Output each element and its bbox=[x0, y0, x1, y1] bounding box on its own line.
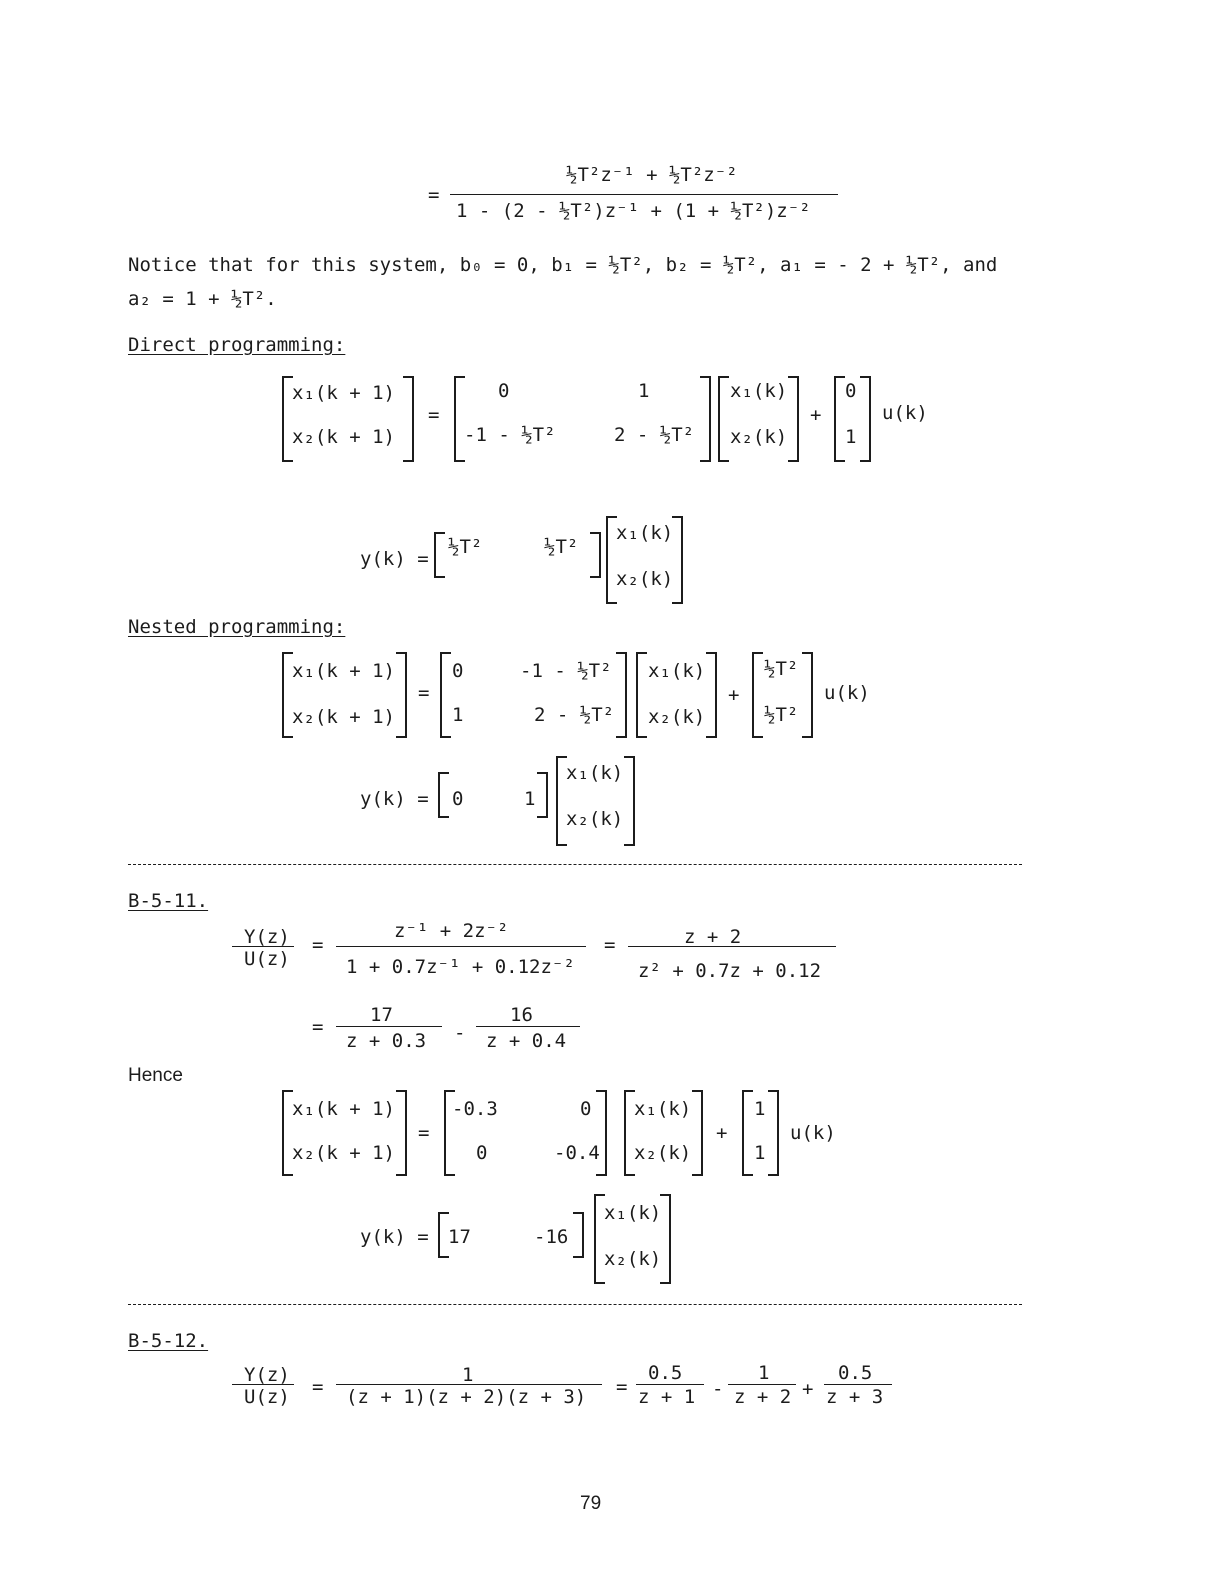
plus-sign: + bbox=[802, 1378, 814, 1400]
equals-sign: = bbox=[312, 1376, 324, 1398]
fraction-bar bbox=[232, 1384, 294, 1385]
matrix-cell: x₁(k) bbox=[604, 1202, 662, 1224]
plus-sign: + bbox=[716, 1122, 728, 1144]
hence-label: Hence bbox=[128, 1065, 183, 1086]
top-equals: = bbox=[428, 184, 440, 206]
matrix-cell: -0.3 bbox=[452, 1098, 498, 1120]
fraction-denominator: (z + 1)(z + 2)(z + 3) bbox=[346, 1386, 587, 1408]
matrix-cell: -1 - ½T² bbox=[520, 660, 612, 682]
matrix-cell: 0 bbox=[845, 380, 857, 402]
section-separator bbox=[128, 1304, 1022, 1305]
top-fraction-bar bbox=[450, 194, 838, 195]
fraction-denominator: z + 0.4 bbox=[486, 1030, 567, 1052]
page-number: 79 bbox=[580, 1493, 602, 1514]
lhs-numerator: Y(z) bbox=[244, 926, 290, 948]
matrix-cell: x₁(k) bbox=[616, 522, 674, 544]
matrix-cell: -1 - ½T² bbox=[464, 424, 556, 446]
equals-sign: = bbox=[428, 404, 440, 426]
fraction-numerator: z⁻¹ + 2z⁻² bbox=[394, 920, 509, 942]
plus-sign: + bbox=[810, 404, 822, 426]
minus-sign: - bbox=[454, 1022, 466, 1044]
matrix-cell: 1 bbox=[754, 1098, 766, 1120]
matrix-cell: ½T² bbox=[764, 658, 799, 680]
notice-line-1: Notice that for this system, b₀ = 0, b₁ = ½T², b₂ = ½T², a₁ = - 2 + ½T², and bbox=[128, 254, 998, 276]
matrix-cell: x₂(k) bbox=[730, 426, 788, 448]
top-fraction-denominator: 1 - (2 - ½T²)z⁻¹ + (1 + ½T²)z⁻² bbox=[456, 200, 811, 222]
output-lhs: y(k) = bbox=[360, 1226, 429, 1248]
matrix-cell: 1 bbox=[845, 426, 857, 448]
equals-sign: = bbox=[312, 1016, 324, 1038]
matrix-cell: x₁(k + 1) bbox=[292, 382, 395, 404]
matrix-cell: 0 bbox=[452, 660, 464, 682]
input-term: u(k) bbox=[882, 402, 928, 424]
problem-label-b-5-12: B-5-12. bbox=[128, 1330, 209, 1352]
equals-sign: = bbox=[616, 1376, 628, 1398]
fraction-bar bbox=[232, 946, 294, 947]
matrix-cell: x₂(k) bbox=[648, 706, 706, 728]
matrix-cell: ½T² bbox=[448, 536, 483, 558]
matrix-cell: x₂(k + 1) bbox=[292, 426, 395, 448]
fraction-bar bbox=[336, 946, 586, 947]
fraction-bar bbox=[476, 1026, 580, 1027]
matrix-cell: x₁(k) bbox=[648, 660, 706, 682]
fraction-numerator: 17 bbox=[370, 1004, 393, 1026]
matrix-cell: 1 bbox=[638, 380, 650, 402]
matrix-cell: 2 - ½T² bbox=[614, 424, 695, 446]
matrix-cell: x₂(k) bbox=[566, 808, 624, 830]
matrix-cell: x₁(k) bbox=[634, 1098, 692, 1120]
input-term: u(k) bbox=[824, 682, 870, 704]
fraction-numerator: 0.5 bbox=[648, 1362, 683, 1384]
fraction-numerator: 16 bbox=[510, 1004, 533, 1026]
fraction-bar bbox=[728, 1384, 796, 1385]
fraction-denominator: z + 1 bbox=[638, 1386, 696, 1408]
matrix-cell: 0 bbox=[476, 1142, 488, 1164]
problem-label-b-5-11: B-5-11. bbox=[128, 890, 209, 912]
input-term: u(k) bbox=[790, 1122, 836, 1144]
top-fraction-numerator: ½T²z⁻¹ + ½T²z⁻² bbox=[566, 164, 738, 186]
matrix-cell: x₁(k) bbox=[566, 762, 624, 784]
matrix-cell: x₂(k + 1) bbox=[292, 1142, 395, 1164]
output-lhs: y(k) = bbox=[360, 548, 429, 570]
matrix-cell: 2 - ½T² bbox=[534, 704, 615, 726]
matrix-cell: x₂(k) bbox=[604, 1248, 662, 1270]
output-lhs: y(k) = bbox=[360, 788, 429, 810]
matrix-cell: 0 bbox=[498, 380, 510, 402]
fraction-bar bbox=[336, 1026, 442, 1027]
fraction-denominator: z + 0.3 bbox=[346, 1030, 427, 1052]
nested-programming-heading: Nested programming: bbox=[128, 616, 346, 638]
fraction-denominator: 1 + 0.7z⁻¹ + 0.12z⁻² bbox=[346, 956, 575, 978]
fraction-bar bbox=[336, 1384, 602, 1385]
lhs-denominator: U(z) bbox=[244, 948, 290, 970]
equals-sign: = bbox=[418, 1122, 430, 1144]
equals-sign: = bbox=[418, 682, 430, 704]
matrix-cell: ½T² bbox=[764, 704, 799, 726]
lhs-denominator: U(z) bbox=[244, 1386, 290, 1408]
notice-line-2: a₂ = 1 + ½T². bbox=[128, 288, 277, 310]
matrix-cell: ½T² bbox=[544, 536, 579, 558]
matrix-cell: 0 bbox=[452, 788, 464, 810]
fraction-denominator: z + 3 bbox=[826, 1386, 884, 1408]
equals-sign: = bbox=[312, 934, 324, 956]
fraction-denominator: z + 2 bbox=[734, 1386, 792, 1408]
fraction-bar bbox=[628, 946, 836, 947]
matrix-cell: 17 bbox=[448, 1226, 471, 1248]
fraction-bar bbox=[636, 1384, 704, 1385]
fraction-numerator: 1 bbox=[462, 1364, 474, 1386]
matrix-cell: x₂(k) bbox=[616, 568, 674, 590]
section-separator bbox=[128, 864, 1022, 865]
equals-sign: = bbox=[604, 934, 616, 956]
matrix-cell: x₁(k + 1) bbox=[292, 1098, 395, 1120]
fraction-denominator: z² + 0.7z + 0.12 bbox=[638, 960, 822, 982]
fraction-numerator: 0.5 bbox=[838, 1362, 873, 1384]
matrix-cell: 0 bbox=[580, 1098, 592, 1120]
lhs-numerator: Y(z) bbox=[244, 1364, 290, 1386]
matrix-cell: x₁(k + 1) bbox=[292, 660, 395, 682]
matrix-cell: x₂(k) bbox=[634, 1142, 692, 1164]
fraction-numerator: 1 bbox=[758, 1362, 770, 1384]
fraction-bar bbox=[824, 1384, 892, 1385]
matrix-cell: 1 bbox=[754, 1142, 766, 1164]
matrix-cell: 1 bbox=[524, 788, 536, 810]
matrix-cell: 1 bbox=[452, 704, 464, 726]
fraction-numerator: z + 2 bbox=[684, 926, 742, 948]
matrix-cell: x₂(k + 1) bbox=[292, 706, 395, 728]
matrix-cell: -16 bbox=[534, 1226, 569, 1248]
minus-sign: - bbox=[712, 1378, 724, 1400]
direct-programming-heading: Direct programming: bbox=[128, 334, 346, 356]
plus-sign: + bbox=[728, 684, 740, 706]
matrix-cell: x₁(k) bbox=[730, 380, 788, 402]
matrix-cell: -0.4 bbox=[554, 1142, 600, 1164]
